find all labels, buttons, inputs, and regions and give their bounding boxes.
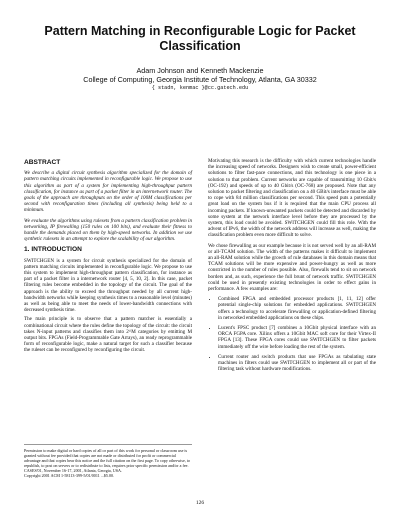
list-item: • Combined FPGA and embedded processor products [1, 11, 12] offer potential single-chip solutions for embedded applications. SWITCHGEN offers a technology to accelerate firewalling or application-defined filtering in networked embedded applications on these chips. [218, 296, 376, 321]
right-column [208, 158, 376, 377]
abstract-paragraph-1: We describe a digital circuit synthesis algorithm specialized for the domain of pattern matching circuits implemented in reconfigurable logic. We propose to use this algorithm as part of a system for implementing high-throughput pattern classification, for instance as part of a packet filter in an internetwork router. The goals of the approach are throughputs on the order of 100M classifications per second with reconfiguration times (including all synthesis) being held to a minimum. [24, 170, 192, 214]
page-number: 126 [195, 500, 205, 506]
author-email: { stadn, kenmac }@cc.gatech.edu [151, 85, 249, 91]
left-column [24, 160, 192, 357]
example-list [208, 296, 376, 372]
abstract-heading: ABSTRACT [24, 159, 61, 166]
permission-text: Permission to make digital or hard copies of all or part of this work for personal or classroom use is granted without fee provided that copies are not made or distributed for profit or commercial advantage and that copies bear this notice and the full citation on the first page. To copy otherwise, to republish, to post on servers or to redistribute to lists, requires prior specific permission and/or a fee. [24, 448, 191, 468]
author-block [40, 66, 360, 93]
list-item: • Lucent's FPSC product [7] combines a 10Gbit physical interface with an ORCA FGPA core. Xilinx offers a 10Gbit MAC soft core for their Virtex-II FPGA [13]. These FPGA cores could use SWITCHGEN to filter packets immediately off the wire before loading the rest of the system. [218, 325, 376, 350]
abstract-paragraph-2: We evaluate the algorithms using rulesets from a pattern classification problem in networking, IP firewalling (150 rules on 100 bits), and evaluate their fitness to handle the demands placed on them by high-speed networks. In addition we use synthetic rulesets in an attempt to explore the scalability of our algorithm. [24, 217, 192, 243]
intro-paragraph-2: The main principle is to observe that a pattern matcher is essentially a combinational circuit where the rules define the topology of the circuit: the circuit takes N-input patterns and classifies them into 2^M categories by emitting M output bits. FPGAs (Field-Programmable Gate Arrays), an ready reprogrammable form of reconfigurable logic, make a natural target for such a classifier because the ruleset can be reconfigured by reconfiguring the circuit. [24, 316, 192, 354]
list-item: • Current router and switch products that use FPGAs as tabulating state machines in filters could use SWITCHGEN to implement all or part of the filtering task without hardware modifications. [218, 354, 376, 373]
permission-venue: CASES'01, November 16-17, 2001, Atlanta, Georgia, USA. [24, 468, 122, 473]
right-paragraph-2: We chose firewalling as our example because it is not served well by an all-RAM or all-TCAM solution. The width of the patterns makes it difficult to implement an all-RAM solution while the growth of rule databases in this domain means that TCAM solutions will be more expensive and power-hungry as well as more constricted in the number of rules possible. Also, firewalls tend to sit on network borders and, as such, experience the full brunt of network traffic. SWITCHGEN could be used in presently existing technologies in order to effect gains in performance. A few examples are: [208, 242, 376, 293]
right-paragraph-1: Motivating this research is the difficulty with which current technologies handle the increasing speed of networks. Designers wish to create small, power-efficient solutions to filter fast-pace connections, and this technology is one piece in a solution to that problem. Current networks are capable of transmitting 10 Gbit/s (OC-192) and speeds of up to 40 Gbit/s (OC-768) are proposed. Note that any solution to packet filtering and classification on a 40 GBit/s interface must be able to cope with 84 million classifications per second. This speed puts a potentially great load on the system bus if it is required that the main CPU process all incoming packets. If known-unwanted packets could be detected and discarded by some system at the network interface level before they are processed by the system, this load could be avoided. SWITCHGEN could fill this role. With the advent of IPv6, the width of the network address will increase as well, making the classification problem even more difficult to solve. [208, 158, 376, 239]
intro-heading: 1. INTRODUCTION [24, 246, 82, 254]
permission-copyright: Copyright 2001 ACM 1-58113-399-5/01/0011 ...$5.00. [24, 473, 115, 478]
author-affiliation: College of Computing, Georgia Institute of Technology, Atlanta, GA 30332 [83, 75, 317, 84]
author-names: Adam Johnson and Kenneth Mackenzie [136, 66, 264, 75]
paper-title: Pattern Matching in Reconfigurable Logic for Packet Classification [44, 24, 356, 53]
permission-notice [24, 444, 192, 478]
intro-paragraph-1: SWITCHGEN is a system for circuit synthesis specialized for the domain of pattern matching circuits implemented in reconfigurable logic. We propose to use this system to implement high-throughput pattern classification, for instance as part of a packet filter in a internetwork router [4, 5, 10, 2]. In this case, packet filtering rules become embedded in the topology of the circuit. The goal of the approach is the ability to exceed the throughput needed by all current high-bandwidth networks while keeping synthesis times to a reasonable level (minutes) as well as being able to meet the needs of lower-bandwidth connections with decreased synthesis time. [24, 257, 192, 314]
